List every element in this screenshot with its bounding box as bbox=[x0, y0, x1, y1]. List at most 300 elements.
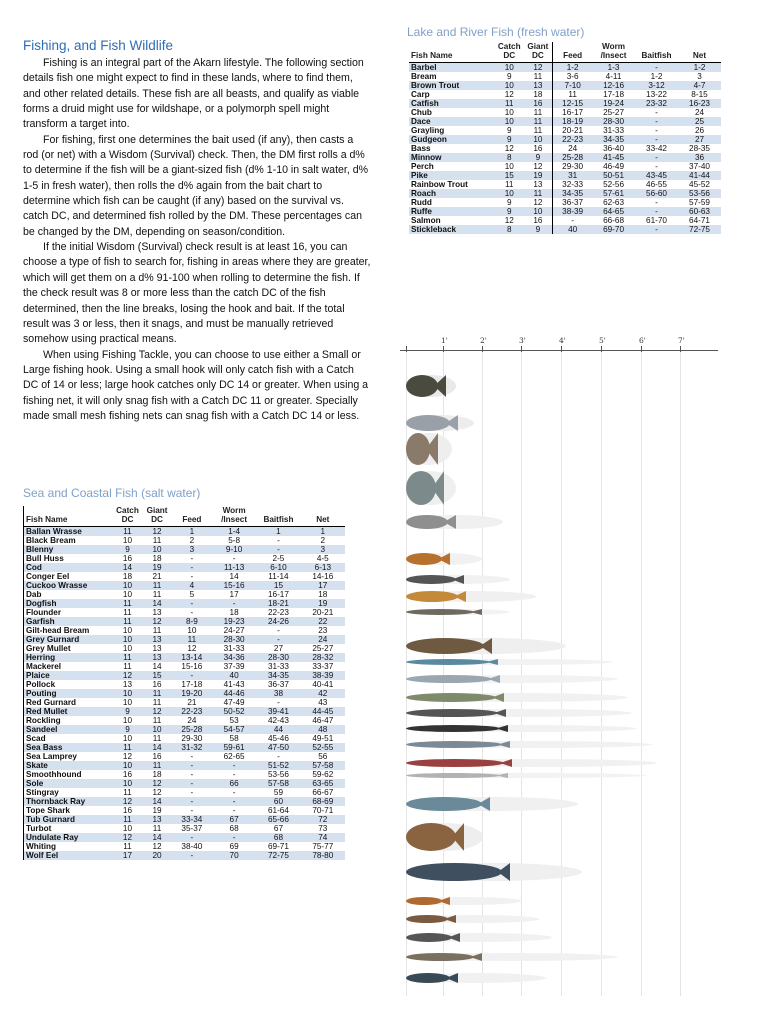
col-fish-name: Fish Name bbox=[411, 51, 453, 60]
table-cell: 11 bbox=[152, 689, 162, 698]
table-cell: 69-71 bbox=[267, 842, 289, 851]
table-cell: 29-30 bbox=[553, 162, 592, 171]
table-cell: 36-37 bbox=[267, 680, 289, 689]
table-cell: 13 bbox=[533, 81, 543, 90]
table-cell: 10 bbox=[504, 108, 514, 117]
table-cell: 9-10 bbox=[225, 545, 243, 554]
table-cell: 11 bbox=[123, 617, 132, 626]
sea-fish-title: Sea and Coastal Fish (salt water) bbox=[23, 486, 201, 500]
table-cell: 16 bbox=[122, 770, 133, 779]
table-cell: - bbox=[655, 198, 658, 207]
table-cell: 57-58 bbox=[267, 779, 289, 788]
fish-name-cell: Grey Mullet bbox=[24, 644, 113, 653]
fish-name-cell: Bream bbox=[411, 72, 437, 81]
table-cell: - bbox=[655, 135, 658, 144]
table-cell: 13 bbox=[122, 680, 133, 689]
table-row bbox=[24, 824, 346, 833]
table-cell: 25-27 bbox=[603, 108, 625, 117]
table-cell: 35-37 bbox=[181, 824, 203, 833]
table-row bbox=[409, 207, 721, 216]
table-cell: 22-23 bbox=[181, 707, 203, 716]
table-cell: 3 bbox=[320, 545, 326, 554]
table-cell: 11 bbox=[152, 581, 162, 590]
table-cell: 24 bbox=[694, 108, 705, 117]
table-row bbox=[24, 734, 346, 743]
table-row bbox=[24, 725, 346, 734]
fish-illustration bbox=[404, 706, 634, 720]
table-cell: 9 bbox=[535, 225, 541, 234]
table-cell: - bbox=[655, 63, 658, 72]
table-cell: 34-35 bbox=[603, 135, 625, 144]
table-row bbox=[409, 99, 721, 108]
table-cell: 26 bbox=[694, 126, 705, 135]
fish-illustration bbox=[404, 656, 615, 668]
table-cell: 14 bbox=[229, 572, 239, 581]
table-cell: 62-63 bbox=[603, 198, 625, 207]
fish-name-cell: Tope Shark bbox=[24, 806, 113, 815]
table-cell: 46-49 bbox=[603, 162, 625, 171]
table-cell: 12 bbox=[122, 671, 133, 680]
fish-name-cell: Sole bbox=[24, 779, 113, 788]
table-row bbox=[24, 779, 346, 788]
table-cell: 63-65 bbox=[312, 779, 334, 788]
table-cell: 12-15 bbox=[553, 99, 592, 108]
table-row bbox=[24, 698, 346, 707]
fish-illustration bbox=[404, 672, 620, 686]
col-net: Net bbox=[692, 51, 707, 60]
table-cell: 11 bbox=[533, 72, 543, 81]
table-cell: 9 bbox=[506, 198, 512, 207]
table-cell: 20-21 bbox=[553, 126, 592, 135]
col-feed: Feed bbox=[182, 515, 202, 524]
table-cell: 40 bbox=[553, 225, 592, 234]
table-row bbox=[24, 797, 346, 806]
table-cell: 11 bbox=[152, 824, 162, 833]
table-row bbox=[409, 135, 721, 144]
table-cell: - bbox=[232, 797, 236, 806]
table-cell: 11 bbox=[123, 842, 132, 851]
table-row bbox=[24, 788, 346, 797]
fish-illustration bbox=[404, 970, 548, 986]
table-cell: 68 bbox=[273, 833, 283, 842]
table-cell: 66-68 bbox=[603, 216, 625, 225]
table-cell: - bbox=[232, 554, 236, 563]
ruler-gridline bbox=[641, 352, 642, 996]
table-cell: 16 bbox=[533, 144, 543, 153]
table-cell: 11 bbox=[533, 126, 543, 135]
fish-name-cell: Wolf Eel bbox=[24, 851, 113, 860]
table-cell: 24-27 bbox=[223, 626, 245, 635]
table-cell: 18 bbox=[229, 608, 239, 617]
table-cell: 11 bbox=[123, 653, 132, 662]
table-cell: 21 bbox=[152, 572, 162, 581]
fish-name-cell: Thornback Ray bbox=[24, 797, 113, 806]
col-baitfish: Baitfish bbox=[641, 51, 672, 60]
paragraph: Fishing is an integral part of the Akarn lifestyle. The following section details fish one might expect to find in these lands, where to find them, and other related details. These fish are all beasts, and qualify as viable forms a druid might use for wildshape, or a polymorph spell might transform a target into. bbox=[23, 57, 364, 131]
fish-illustration bbox=[404, 756, 659, 770]
table-cell: 44-45 bbox=[312, 707, 334, 716]
table-cell: - bbox=[190, 779, 194, 788]
table-cell: - bbox=[277, 536, 280, 545]
table-row bbox=[409, 117, 721, 126]
table-cell: 7-10 bbox=[553, 81, 592, 90]
table-cell: 12 bbox=[152, 779, 162, 788]
table-cell: 12 bbox=[152, 527, 162, 536]
table-cell: - bbox=[190, 851, 194, 860]
table-cell: 25 bbox=[694, 117, 705, 126]
table-cell: 28-30 bbox=[223, 635, 245, 644]
table-cell: 59-62 bbox=[312, 770, 334, 779]
fish-illustration bbox=[404, 770, 649, 781]
table-cell: - bbox=[655, 153, 658, 162]
table-cell: 11 bbox=[123, 743, 132, 752]
table-cell: 8-15 bbox=[691, 90, 708, 99]
table-cell: 67 bbox=[229, 815, 239, 824]
table-cell: 14 bbox=[122, 563, 133, 572]
table-cell: 9 bbox=[506, 135, 512, 144]
table-cell: 32-33 bbox=[553, 180, 592, 189]
col-worm-insect: Worm /Insect bbox=[221, 506, 248, 524]
col-baitfish: Baitfish bbox=[263, 515, 294, 524]
paragraph: When using Fishing Tackle, you can choose to use either a Small or Large fishing hook. Using a small hook will only catch fish with a Catch DC of 14 or less; large hook catches only DC 14 or greater. When using a fishing net, it will only snag fish with a Catch DC 11 or greater. Specially made small mesh fishing nets can snag fish with a Catch DC 14 or less. bbox=[23, 348, 369, 422]
table-cell: 9 bbox=[535, 153, 541, 162]
table-cell: 9 bbox=[506, 72, 512, 81]
table-cell: 22-23 bbox=[267, 608, 289, 617]
table-cell: 46-55 bbox=[646, 180, 667, 189]
table-row bbox=[409, 81, 721, 90]
table-row bbox=[24, 689, 346, 698]
table-cell: 23 bbox=[318, 626, 328, 635]
table-cell: 3 bbox=[697, 72, 702, 81]
table-cell: 1-4 bbox=[228, 527, 241, 536]
ruler-label: 6' bbox=[639, 336, 646, 345]
table-cell: 10 bbox=[122, 824, 133, 833]
table-cell: 4 bbox=[189, 581, 195, 590]
table-cell: 34-36 bbox=[223, 653, 245, 662]
table-cell: 12 bbox=[152, 707, 162, 716]
col-giant-dc: Giant DC bbox=[527, 42, 549, 60]
table-cell: - bbox=[190, 554, 194, 563]
lake-fish-table bbox=[409, 42, 721, 234]
fish-name-cell: Dab bbox=[24, 590, 113, 599]
table-cell: 9 bbox=[125, 707, 130, 716]
table-cell: 61-64 bbox=[267, 806, 289, 815]
table-cell: 37-40 bbox=[689, 162, 710, 171]
table-cell: 14-16 bbox=[312, 572, 334, 581]
table-cell: 13-14 bbox=[181, 653, 203, 662]
table-cell: - bbox=[190, 833, 194, 842]
table-cell: 53-56 bbox=[689, 189, 710, 198]
table-row bbox=[24, 680, 346, 689]
table-cell: 19-20 bbox=[181, 689, 203, 698]
table-row bbox=[24, 653, 346, 662]
fish-illustration bbox=[404, 860, 584, 884]
table-cell: 43 bbox=[318, 698, 328, 707]
table-cell: 11 bbox=[152, 590, 162, 599]
table-cell: 10 bbox=[122, 716, 133, 725]
fish-name-cell: Undulate Ray bbox=[24, 833, 113, 842]
table-cell: 78-80 bbox=[312, 851, 334, 860]
table-cell: 1-2 bbox=[553, 63, 592, 73]
table-cell: 36-40 bbox=[603, 144, 625, 153]
table-cell: 10 bbox=[122, 689, 133, 698]
table-cell: 19-23 bbox=[223, 617, 245, 626]
table-cell: - bbox=[232, 761, 236, 770]
table-cell: 6-10 bbox=[270, 563, 287, 572]
table-cell: 20-21 bbox=[312, 608, 334, 617]
table-cell: 74 bbox=[318, 833, 328, 842]
table-cell: 68-69 bbox=[312, 797, 334, 806]
table-row bbox=[24, 851, 346, 860]
fish-name-cell: Conger Eel bbox=[24, 572, 113, 581]
table-cell: 39-41 bbox=[267, 707, 289, 716]
ruler-label: 4' bbox=[559, 336, 566, 345]
table-cell: 40 bbox=[229, 671, 239, 680]
table-cell: 12 bbox=[504, 144, 514, 153]
table-row bbox=[24, 626, 346, 635]
fish-name-cell: Grey Gurnard bbox=[24, 635, 113, 644]
table-cell: - bbox=[232, 788, 236, 797]
table-cell: 4-5 bbox=[316, 554, 329, 563]
fish-illustration bbox=[404, 820, 485, 854]
table-cell: - bbox=[190, 572, 194, 581]
table-cell: 18 bbox=[122, 572, 133, 581]
table-cell: 10 bbox=[122, 536, 133, 545]
table-cell: 1 bbox=[189, 527, 195, 536]
table-cell: 12 bbox=[152, 788, 162, 797]
table-cell: - bbox=[190, 797, 194, 806]
ruler-label: 3' bbox=[519, 336, 526, 345]
fish-name-cell: Whiting bbox=[24, 842, 113, 851]
table-cell: - bbox=[277, 626, 280, 635]
table-cell: 3-6 bbox=[553, 72, 592, 81]
fish-name-cell: Cod bbox=[24, 563, 113, 572]
lake-fish-title: Lake and River Fish (fresh water) bbox=[407, 25, 585, 39]
table-cell: 58 bbox=[229, 734, 239, 743]
table-cell: 11 bbox=[123, 815, 132, 824]
table-row bbox=[409, 189, 721, 198]
table-cell: 11 bbox=[533, 108, 543, 117]
table-cell: 2 bbox=[189, 536, 195, 545]
table-cell: 45-52 bbox=[689, 180, 710, 189]
table-cell: 51-52 bbox=[267, 761, 289, 770]
table-cell: 41-44 bbox=[689, 171, 710, 180]
table-cell: 53-56 bbox=[267, 770, 289, 779]
table-cell: 24 bbox=[553, 144, 592, 153]
fish-name-cell: Barbel bbox=[411, 63, 437, 72]
table-cell: 28-30 bbox=[267, 653, 289, 662]
fish-size-chart bbox=[400, 336, 718, 996]
fish-name-cell: Flounder bbox=[24, 608, 113, 617]
table-cell: 42 bbox=[318, 689, 328, 698]
table-row bbox=[24, 644, 346, 653]
table-cell: 73 bbox=[318, 824, 328, 833]
table-cell: 2 bbox=[320, 536, 326, 545]
table-cell: 10 bbox=[122, 590, 133, 599]
table-cell: 1-2 bbox=[650, 72, 663, 81]
table-row bbox=[24, 536, 346, 545]
table-cell: 53 bbox=[229, 716, 239, 725]
table-cell: 6-13 bbox=[314, 563, 331, 572]
table-cell: 28-30 bbox=[603, 117, 625, 126]
table-cell: 10 bbox=[533, 207, 543, 216]
table-cell: 10 bbox=[122, 779, 133, 788]
table-row bbox=[24, 671, 346, 680]
table-cell: 50-52 bbox=[223, 707, 245, 716]
fish-name-cell: Turbot bbox=[24, 824, 113, 833]
table-cell: 11-14 bbox=[268, 572, 289, 581]
table-cell: - bbox=[232, 599, 236, 608]
table-cell: 27 bbox=[694, 135, 705, 144]
table-cell: 27 bbox=[273, 644, 283, 653]
table-cell: 12 bbox=[122, 797, 133, 806]
table-cell: 45-46 bbox=[267, 734, 289, 743]
fish-name-cell: Herring bbox=[24, 653, 113, 662]
table-row bbox=[24, 662, 346, 671]
table-cell: 19 bbox=[152, 806, 162, 815]
table-cell: 38-39 bbox=[553, 207, 592, 216]
col-feed: Feed bbox=[553, 42, 592, 63]
table-cell: 1-2 bbox=[693, 63, 706, 72]
table-cell: 11 bbox=[152, 761, 162, 770]
table-cell: - bbox=[190, 599, 194, 608]
size-ruler-line bbox=[400, 350, 718, 351]
table-cell: 34-35 bbox=[267, 671, 289, 680]
fish-name-cell: Rudd bbox=[411, 198, 432, 207]
table-cell: 10 bbox=[122, 761, 133, 770]
fish-name-cell: Gilt-head Bream bbox=[24, 626, 113, 635]
table-cell: 22 bbox=[318, 617, 328, 626]
fish-name-cell: Stickleback bbox=[411, 225, 457, 234]
table-cell: 16 bbox=[122, 806, 133, 815]
table-cell: 47-49 bbox=[223, 698, 245, 707]
table-cell: 10 bbox=[122, 581, 133, 590]
table-cell: 25-27 bbox=[312, 644, 334, 653]
table-cell: 15 bbox=[152, 671, 162, 680]
table-cell: 70-71 bbox=[312, 806, 334, 815]
table-cell: 11 bbox=[533, 189, 543, 198]
table-cell: 12 bbox=[504, 90, 514, 99]
table-cell: 75-77 bbox=[312, 842, 334, 851]
table-row bbox=[24, 554, 346, 563]
table-cell: 14 bbox=[152, 662, 162, 671]
table-cell: 65-66 bbox=[267, 815, 289, 824]
table-cell: 25-28 bbox=[553, 153, 592, 162]
table-cell: - bbox=[190, 788, 194, 797]
table-cell: - bbox=[277, 545, 280, 554]
table-row bbox=[409, 126, 721, 135]
table-cell: 18 bbox=[152, 770, 162, 779]
fish-illustration bbox=[404, 722, 639, 735]
table-cell: 13 bbox=[533, 180, 543, 189]
table-row bbox=[24, 752, 346, 761]
table-cell: 11 bbox=[504, 99, 514, 108]
table-cell: 44-46 bbox=[223, 689, 245, 698]
table-row bbox=[24, 581, 346, 590]
table-cell: 15 bbox=[504, 171, 514, 180]
table-cell: 1-3 bbox=[607, 63, 620, 72]
table-cell: 29-30 bbox=[181, 734, 203, 743]
table-cell: 16 bbox=[122, 554, 133, 563]
table-cell: 1 bbox=[320, 527, 326, 536]
table-cell: 3-12 bbox=[648, 81, 665, 90]
table-cell: 10 bbox=[152, 545, 162, 554]
table-cell: 61-70 bbox=[646, 216, 667, 225]
fish-name-cell: Skate bbox=[24, 761, 113, 770]
col-net: Net bbox=[316, 515, 330, 524]
fish-name-cell: Rainbow Trout bbox=[411, 180, 468, 189]
fish-name-cell: Pike bbox=[411, 171, 428, 180]
table-cell: 20 bbox=[152, 851, 162, 860]
table-cell: 8-9 bbox=[185, 617, 198, 626]
fish-name-cell: Sea Lamprey bbox=[24, 752, 113, 761]
table-row bbox=[409, 216, 721, 225]
table-cell: 43-45 bbox=[646, 171, 667, 180]
table-cell: 11-13 bbox=[223, 563, 245, 572]
table-row bbox=[24, 716, 346, 725]
table-row bbox=[24, 590, 346, 599]
fish-name-cell: Minnow bbox=[411, 153, 442, 162]
fish-name-cell: Dace bbox=[411, 117, 431, 126]
table-cell: 9 bbox=[506, 126, 512, 135]
col-catch-dc: Catch DC bbox=[116, 506, 139, 524]
table-cell: 49-51 bbox=[312, 734, 334, 743]
table-cell: 11 bbox=[152, 536, 162, 545]
table-cell: 11 bbox=[504, 180, 514, 189]
table-cell: 47-50 bbox=[267, 743, 289, 752]
table-row bbox=[24, 572, 346, 581]
table-cell: 14 bbox=[152, 743, 162, 752]
table-cell: 10 bbox=[187, 626, 197, 635]
table-row bbox=[24, 707, 346, 716]
table-cell: 72 bbox=[318, 815, 328, 824]
table-cell: 33-34 bbox=[181, 815, 203, 824]
table-cell: 38-39 bbox=[312, 671, 334, 680]
table-row bbox=[24, 770, 346, 779]
fish-name-cell: Red Mullet bbox=[24, 707, 113, 716]
page-heading: Fishing, and Fish Wildlife bbox=[23, 38, 174, 53]
ruler-label: 5' bbox=[599, 336, 606, 345]
table-row bbox=[24, 527, 346, 537]
table-cell: 14 bbox=[152, 797, 162, 806]
table-cell: 21 bbox=[187, 698, 197, 707]
fish-illustration bbox=[404, 690, 630, 705]
fish-name-cell: Rockling bbox=[24, 716, 113, 725]
table-cell: - bbox=[190, 608, 194, 617]
fish-illustration bbox=[404, 635, 568, 657]
table-cell: - bbox=[190, 752, 194, 761]
table-cell: 18-21 bbox=[267, 599, 289, 608]
table-cell: 60 bbox=[273, 797, 283, 806]
fish-name-cell: Brown Trout bbox=[411, 81, 460, 90]
fish-name-cell: Ruffe bbox=[411, 207, 432, 216]
table-cell: 12 bbox=[533, 162, 543, 171]
table-cell: 18 bbox=[152, 554, 162, 563]
table-cell: 59-61 bbox=[223, 743, 245, 752]
table-cell: 17-18 bbox=[181, 680, 203, 689]
table-cell: 12 bbox=[187, 644, 197, 653]
table-row bbox=[24, 806, 346, 815]
table-row bbox=[409, 153, 721, 162]
table-cell: 31-33 bbox=[267, 662, 289, 671]
table-cell: - bbox=[655, 117, 658, 126]
table-cell: 70 bbox=[229, 851, 239, 860]
table-cell: - bbox=[232, 770, 236, 779]
table-cell: 14 bbox=[152, 833, 162, 842]
table-cell: 17-18 bbox=[603, 90, 625, 99]
table-cell: 10 bbox=[504, 63, 514, 72]
table-cell: 13 bbox=[152, 608, 162, 617]
